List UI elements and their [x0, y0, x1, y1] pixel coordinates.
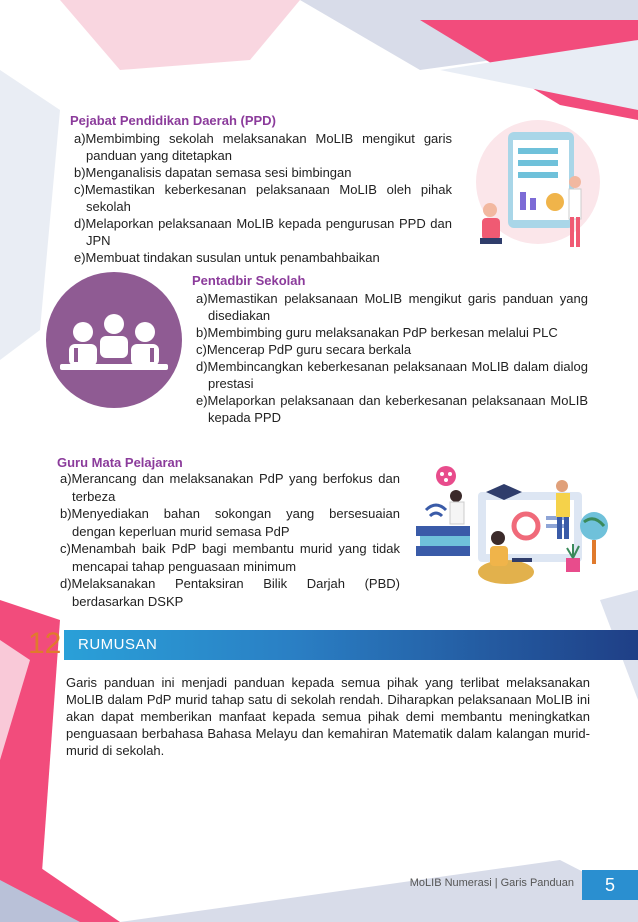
- page-number: 5: [582, 870, 638, 900]
- list-item: a)Merancang dan melaksanakan PdP yang berfokus dan terbeza: [60, 471, 400, 504]
- online-learning-illustration: [416, 462, 612, 586]
- list-item: b)Menganalisis dapatan semasa sesi bimbingan: [74, 165, 352, 180]
- section-title: RUMUSAN: [78, 636, 158, 653]
- ppd-list: [74, 130, 452, 266]
- list-item: d)Melaksanakan Pentaksiran Bilik Darjah (PBD) berdasarkan DSKP: [60, 576, 400, 609]
- list-item: c)Mencerap PdP guru secara berkala: [196, 342, 412, 357]
- summary-paragraph: Garis panduan ini menjadi panduan kepada semua pihak yang terlibat melaksanakan MoLIB dalam PdP murid tahap satu di sekolah rendah. Diharapkan pelaksanaan MoLIB ini akan dapat memberikan manfaat kepada semua pihak demi membantu meningkatkan penguasaan berbahasa Bahasa Melayu dan kemahiran Matematik dalam kalangan murid-murid di sekolah.: [66, 675, 590, 758]
- list-item: c)Menambah baik PdP bagi membantu murid yang tidak mencapai tahap penguasaan minimum: [60, 541, 400, 574]
- list-item: b)Menyediakan bahan sokongan yang bersesuaian dengan keperluan murid semasa PdP: [60, 506, 400, 539]
- list-item: a)Memastikan pelaksanaan MoLIB mengikut garis panduan yang disediakan: [196, 291, 588, 323]
- tablet-meeting-illustration: [460, 112, 610, 262]
- footer-title: MoLIB Numerasi | Garis Panduan: [409, 877, 574, 889]
- list-item: a)Membimbing sekolah melaksanakan MoLIB mengikut garis panduan yang ditetapkan: [74, 131, 452, 163]
- list-item: d)Membincangkan keberkesanan pelaksanaan MoLIB dalam dialog prestasi: [196, 359, 588, 391]
- list-item: e)Melaporkan pelaksanaan dan keberkesanan pelaksanaan MoLIB kepada PPD: [196, 393, 588, 425]
- list-item: e)Membuat tindakan susulan untuk penambahbaikan: [74, 250, 380, 265]
- pentadbir-title: Pentadbir Sekolah: [192, 273, 306, 288]
- guru-list: [60, 470, 400, 610]
- team-meeting-icon: [46, 272, 182, 408]
- list-item: b)Membimbing guru melaksanakan PdP berkesan melalui PLC: [196, 325, 558, 340]
- pentadbir-list: [196, 290, 588, 426]
- ppd-title: Pejabat Pendidikan Daerah (PPD): [70, 113, 276, 128]
- list-item: c)Memastikan keberkesanan pelaksanaan MoLIB oleh pihak sekolah: [74, 182, 452, 214]
- guru-title: Guru Mata Pelajaran: [57, 455, 183, 470]
- list-item: d)Melaporkan pelaksanaan MoLIB kepada pengurusan PPD dan JPN: [74, 216, 452, 248]
- section-number: 12: [28, 627, 62, 660]
